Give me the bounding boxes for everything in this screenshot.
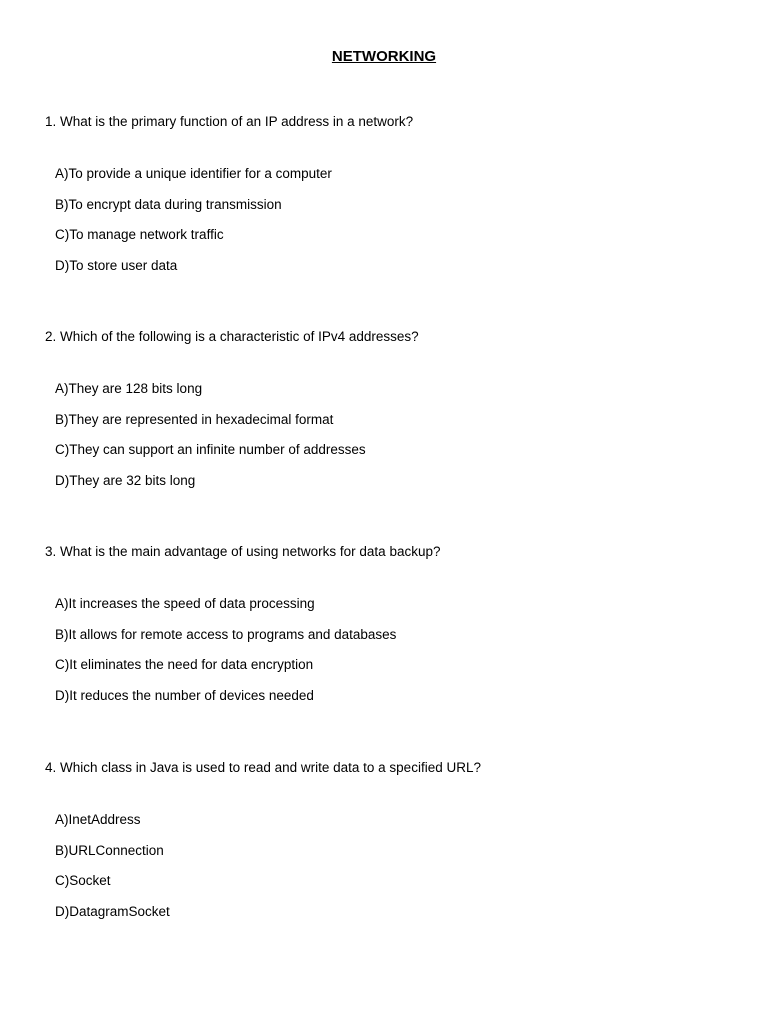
question-text: 1. What is the primary function of an IP address in a network? bbox=[45, 114, 414, 129]
option-b: B)They are represented in hexadecimal format bbox=[55, 411, 334, 427]
option-d: D)DatagramSocket bbox=[55, 904, 170, 920]
option-a: A)It increases the speed of data processing bbox=[55, 596, 315, 611]
option-c: C)Socket bbox=[55, 873, 111, 889]
option-d: D)It reduces the number of devices needed bbox=[55, 688, 314, 704]
option-a: A)To provide a unique identifier for a computer bbox=[55, 166, 332, 181]
question-2 bbox=[45, 328, 745, 489]
options-list bbox=[55, 165, 332, 288]
option-d: D)To store user data bbox=[55, 258, 178, 274]
options-list bbox=[55, 380, 366, 503]
options-list bbox=[55, 595, 396, 718]
option-c: C)They can support an infinite number of addresses bbox=[55, 442, 366, 458]
question-text: 4. Which class in Java is used to read and write data to a specified URL? bbox=[45, 760, 481, 775]
question-1 bbox=[45, 113, 745, 274]
page-title: NETWORKING bbox=[331, 48, 437, 65]
option-d: D)They are 32 bits long bbox=[55, 473, 196, 489]
question-3 bbox=[45, 543, 745, 704]
options-list bbox=[55, 811, 170, 934]
option-a: A)They are 128 bits long bbox=[55, 381, 203, 396]
question-text: 2. Which of the following is a characteristic of IPv4 addresses? bbox=[45, 329, 419, 344]
option-a: A)InetAddress bbox=[55, 812, 141, 827]
option-b: B)URLConnection bbox=[55, 842, 164, 858]
option-c: C)To manage network traffic bbox=[55, 227, 224, 243]
option-c: C)It eliminates the need for data encryption bbox=[55, 657, 314, 673]
question-4 bbox=[45, 759, 745, 920]
option-b: B)It allows for remote access to programs and databases bbox=[55, 626, 397, 642]
question-text: 3. What is the main advantage of using networks for data backup? bbox=[45, 544, 441, 559]
option-b: B)To encrypt data during transmission bbox=[55, 196, 282, 212]
